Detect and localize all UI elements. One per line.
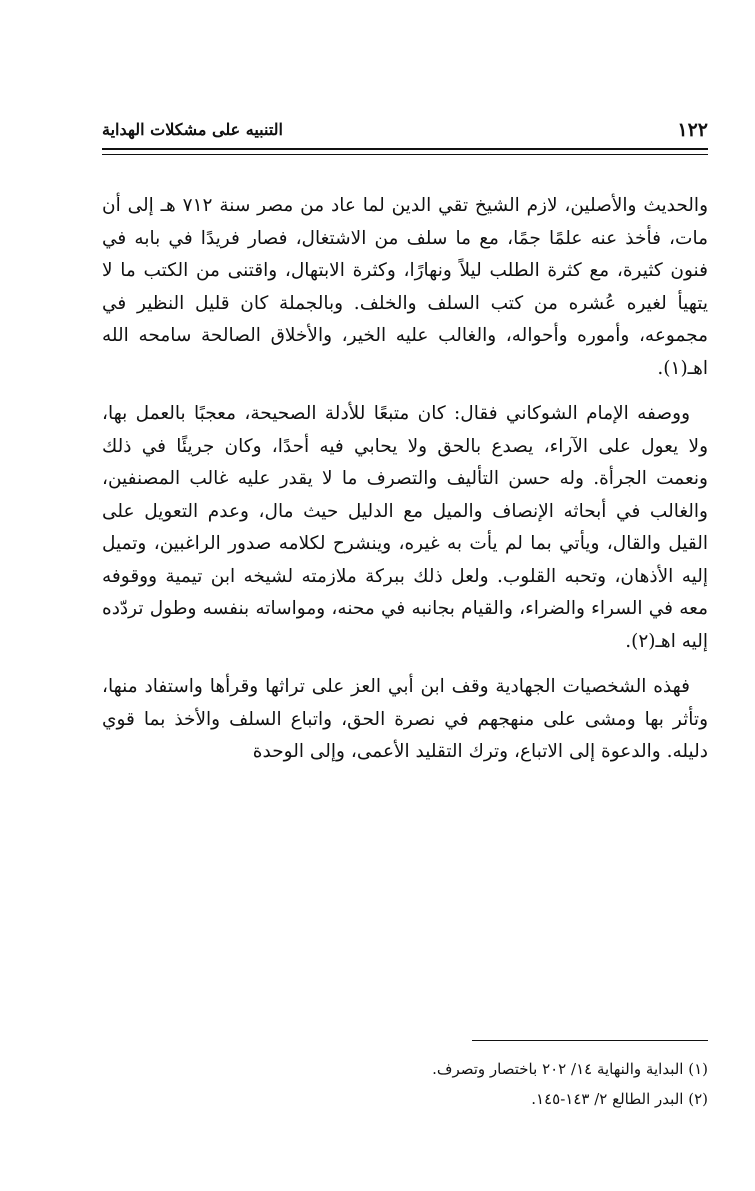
page-header bbox=[102, 116, 708, 144]
page-number: ١٢٢ bbox=[677, 119, 708, 141]
paragraph-1: والحديث والأصلين، لازم الشيخ تقي الدين لما عاد من مصر سنة ٧١٢ هـ إلى أن مات، فأخذ عنه علمًا جمًا، مع ما سلف من الاشتغال، فصار فريدًا في بابه في فنون كثيرة، مع كثرة الطلب ليلاً ونهارًا، وكثرة الابتهال، واقتنى من الكتب ما لا يتهيأ لغيره عُشره من كتب السلف والخلف. وبالجملة كان قليل النظير في مجموعه، وأموره وأحواله، والغالب عليه الخير، والأخلاق الصالحة سامحه الله اهـ(١). bbox=[102, 195, 708, 379]
paragraph-3: فهذه الشخصيات الجهادية وقف ابن أبي العز على تراثها وقرأها واستفاد منها، وتأثر بها ومشى على منهجهم في نصرة الحق، واتباع السلف والأخذ بما قوي دليله. والدعوة إلى الاتباع، وترك التقليد الأعمى، وإلى الوحدة bbox=[102, 676, 708, 762]
footnotes bbox=[102, 1054, 708, 1114]
footnote-2: (٢) البدر الطالع ٢/ ١٤٣-١٤٥. bbox=[531, 1090, 708, 1108]
paragraph-2: ووصفه الإمام الشوكاني فقال: كان متبعًا للأدلة الصحيحة، معجبًا بالعمل بها، ولا يعول على الآراء، يصدع بالحق ولا يحابي فيه أحدًا، وكان جريئًا في ذلك ونعمت الجرأة. وله حسن التأليف والتصرف ما لا يقدر عليه غالب المصنفين، والغالب في أبحاثه الإنصاف والميل مع الدليل حيث مال، وعدم التعويل على القيل والقال، ويأتي بما لم يأت به غيره، وينشرح لكلامه صدور الراغبين، وتميل إليه الأذهان، وتحبه القلوب. ولعل ذلك ببركة ملازمته لشيخه ابن تيمية ووقوفه معه في السراء والضراء، والقيام بجانبه في محنه، ومواساته بنفسه وطول تردّده إليه اهـ(٢). bbox=[102, 403, 708, 652]
header-rule-thin bbox=[102, 154, 708, 155]
main-text bbox=[102, 190, 708, 782]
running-title: التنبيه على مشكلات الهداية bbox=[102, 120, 283, 139]
footnote-separator bbox=[472, 1040, 708, 1041]
footnote-1: (١) البداية والنهاية ١٤/ ٢٠٢ باختصار وتصرف. bbox=[432, 1060, 708, 1078]
header-rule-thick bbox=[102, 148, 708, 150]
